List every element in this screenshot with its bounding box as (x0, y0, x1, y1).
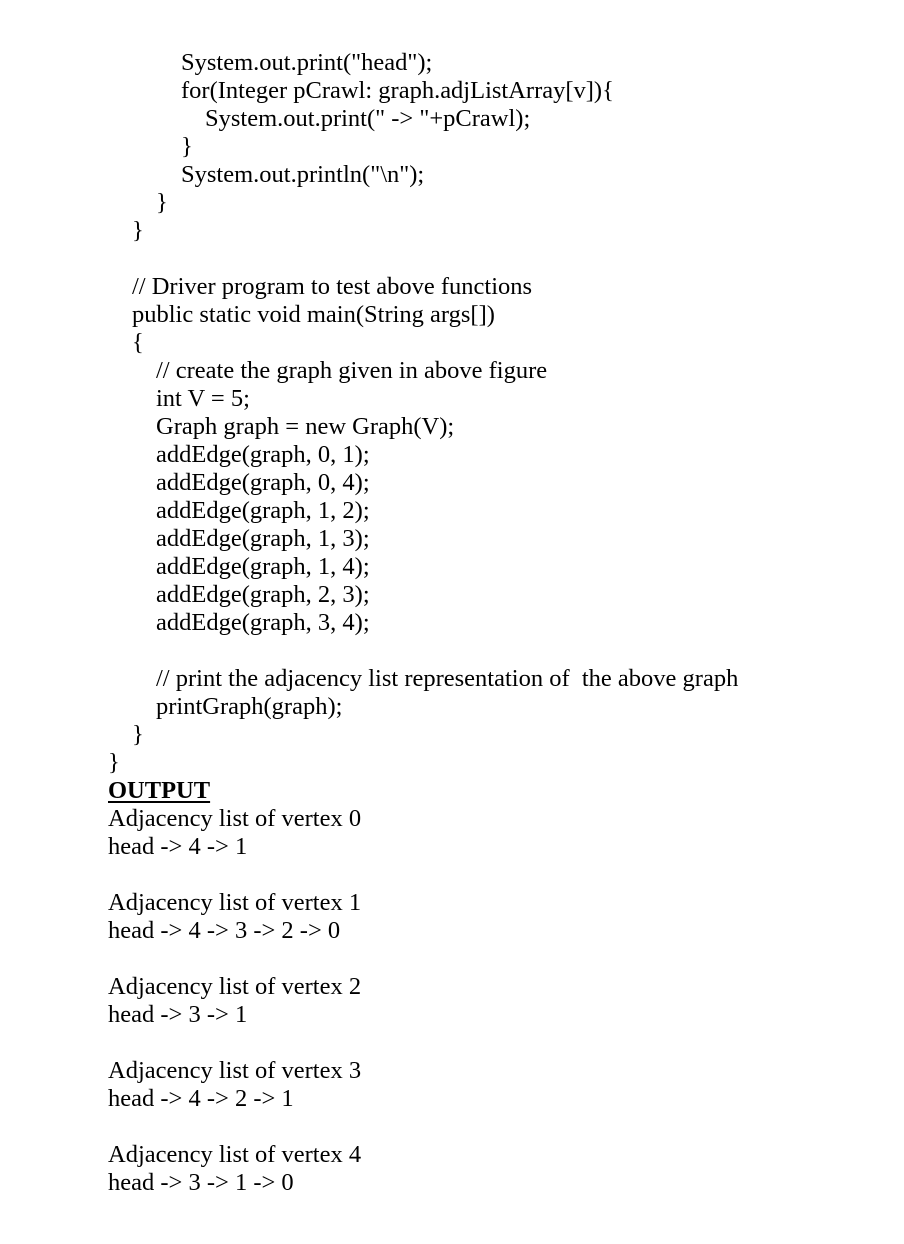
code-line: addEdge(graph, 1, 3); (156, 525, 370, 552)
code-comment: // print the adjacency list representation of the above graph (156, 665, 739, 692)
adjacency-list: head -> 4 -> 3 -> 2 -> 0 (108, 917, 341, 944)
code-line: public static void main(String args[]) (132, 301, 495, 328)
output-heading: OUTPUT (108, 777, 211, 804)
code-comment: // Driver program to test above functions (132, 273, 533, 300)
code-line: printGraph(graph); (156, 693, 343, 720)
code-line: addEdge(graph, 0, 1); (156, 441, 370, 468)
code-line: } (132, 217, 144, 244)
code-line: addEdge(graph, 1, 4); (156, 553, 370, 580)
code-line: { (132, 329, 144, 356)
code-line: addEdge(graph, 3, 4); (156, 609, 370, 636)
adjacency-title: Adjacency list of vertex 0 (108, 805, 362, 832)
adjacency-list: head -> 3 -> 1 (108, 1001, 248, 1028)
code-line: } (132, 721, 144, 748)
adjacency-title: Adjacency list of vertex 4 (108, 1141, 362, 1168)
code-line: } (181, 133, 193, 160)
code-line: addEdge(graph, 0, 4); (156, 469, 370, 496)
adjacency-title: Adjacency list of vertex 3 (108, 1057, 362, 1084)
adjacency-list: head -> 4 -> 2 -> 1 (108, 1085, 294, 1112)
code-line: for(Integer pCrawl: graph.adjListArray[v]){ (181, 77, 614, 104)
code-line: Graph graph = new Graph(V); (156, 413, 455, 440)
code-comment: // create the graph given in above figure (156, 357, 548, 384)
code-line: System.out.println("\n"); (181, 161, 425, 188)
adjacency-list: head -> 4 -> 1 (108, 833, 248, 860)
code-line: addEdge(graph, 1, 2); (156, 497, 370, 524)
adjacency-title: Adjacency list of vertex 1 (108, 889, 362, 916)
adjacency-list: head -> 3 -> 1 -> 0 (108, 1169, 294, 1196)
code-line: System.out.print("head"); (181, 49, 433, 76)
adjacency-title: Adjacency list of vertex 2 (108, 973, 362, 1000)
code-line: System.out.print(" -> "+pCrawl); (205, 105, 531, 132)
code-line: int V = 5; (156, 385, 250, 412)
code-line: addEdge(graph, 2, 3); (156, 581, 370, 608)
code-line: } (156, 189, 168, 216)
code-line: } (108, 749, 120, 776)
